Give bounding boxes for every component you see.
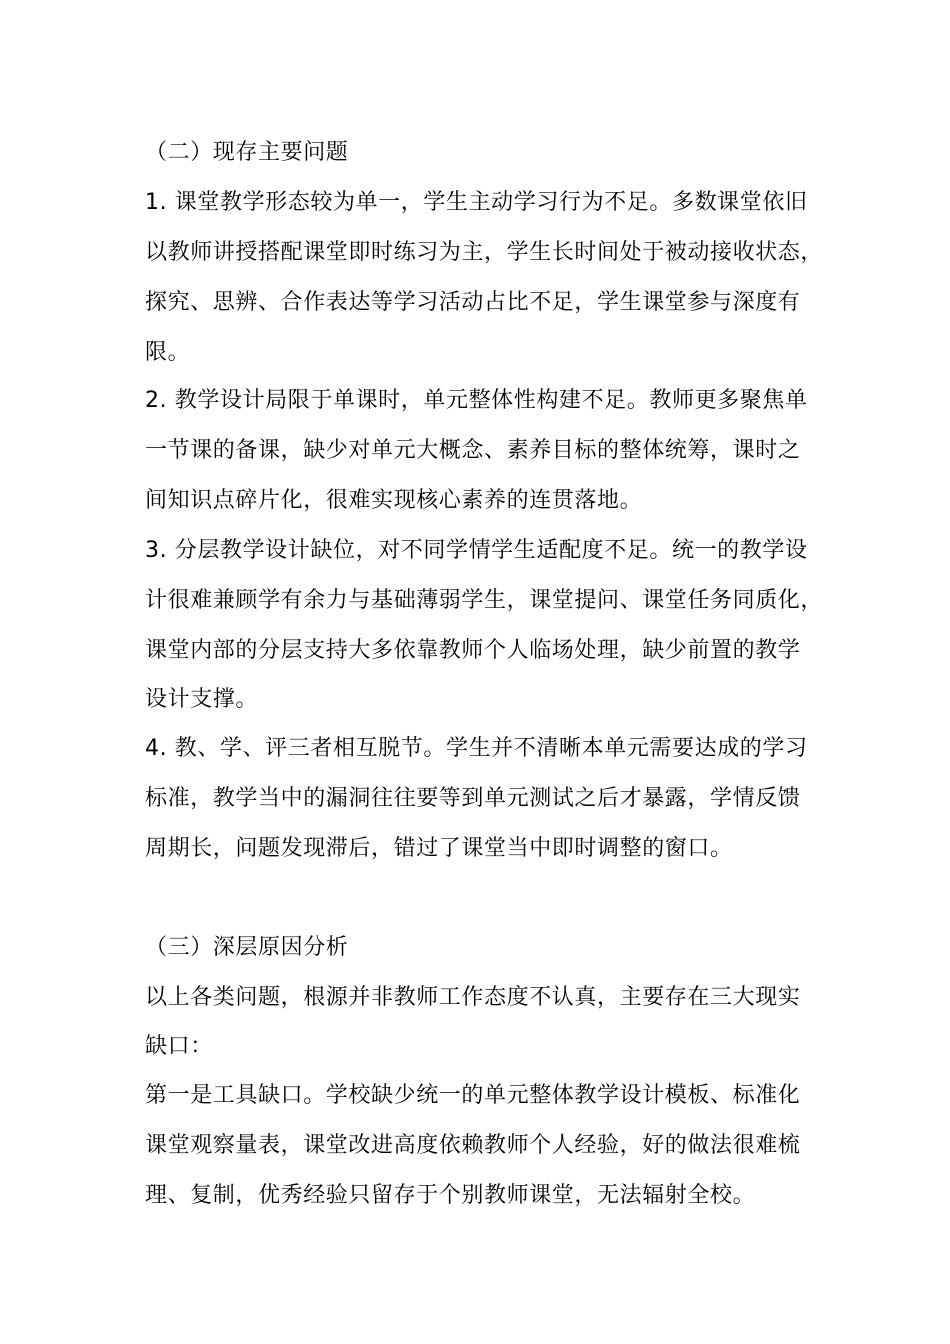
- paragraph-line: 标准，教学当中的漏洞往往要等到单元测试之后才暴露，学情反馈: [145, 786, 801, 811]
- paragraph-line: 周期长，问题发现滞后，错过了课堂当中即时调整的窗口。: [145, 836, 733, 861]
- paragraph-line: 限。: [145, 340, 191, 365]
- paragraph-line: 设计支撑。: [145, 687, 259, 712]
- paragraph-line: 以教师讲授搭配课堂即时练习为主，学生长时间处于被动接收状态，: [145, 240, 824, 265]
- paragraph-line: 第一是工具缺口。学校缺少统一的单元整体教学设计模板、标准化: [145, 1083, 801, 1108]
- paragraph-line: 课堂观察量表，课堂改进高度依赖教师个人经验，好的做法很难梳: [145, 1133, 801, 1158]
- paragraph-line: 间知识点碎片化，很难实现核心素养的连贯落地。: [145, 488, 643, 513]
- paragraph-line: 探究、思辨、合作表达等学习活动占比不足，学生课堂参与深度有: [145, 290, 801, 315]
- paragraph-line: 计很难兼顾学有余力与基础薄弱学生，课堂提问、课堂任务同质化，: [145, 588, 824, 613]
- paragraph-line: 4. 教、学、评三者相互脱节。学生并不清晰本单元需要达成的学习: [145, 736, 808, 761]
- paragraph-line: 课堂内部的分层支持大多依靠教师个人临场处理，缺少前置的教学: [145, 638, 801, 663]
- paragraph-line: 以上各类问题，根源并非教师工作态度不认真，主要存在三大现实: [145, 985, 801, 1010]
- paragraph-line: 2. 教学设计局限于单课时，单元整体性构建不足。教师更多聚焦单: [145, 388, 808, 413]
- section-heading-problems: （二）现存主要问题: [145, 140, 349, 165]
- section-heading-causes: （三）深层原因分析: [145, 935, 349, 960]
- paragraph-line: 缺口：: [145, 1034, 213, 1059]
- paragraph-line: 3. 分层教学设计缺位，对不同学情学生适配度不足。统一的教学设: [145, 538, 808, 563]
- paragraph-line: 理、复制，优秀经验只留存于个别教师课堂，无法辐射全校。: [145, 1183, 756, 1208]
- paragraph-line: 一节课的备课，缺少对单元大概念、素养目标的整体统筹，课时之: [145, 438, 801, 463]
- paragraph-line: 1. 课堂教学形态较为单一，学生主动学习行为不足。多数课堂依旧: [145, 190, 808, 215]
